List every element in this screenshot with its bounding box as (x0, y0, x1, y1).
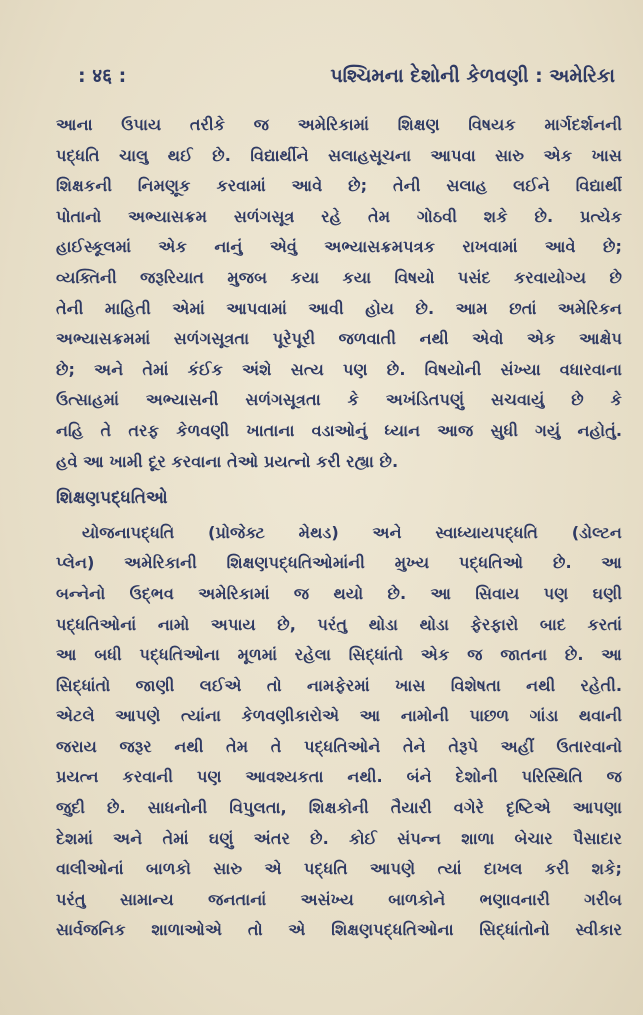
paragraph-2 (56, 518, 622, 946)
text-line: તેની માહિતી એમાં આપવામાં આવી હોય છે. આમ છતાં અમેરિકન (56, 298, 622, 318)
text-line: પરંતુ સામાન્ય જનતાનાં અસંખ્ય બાળકોને ભણાવનારી ગરીબ (56, 889, 622, 909)
text-line: વ્યક્તિની જરૂરિયાત મુજબ કયા કયા વિષયો પસંદ કરવાયોગ્ય છે (56, 267, 622, 287)
text-line: આ બધી પદ્ધતિઓના મૂળમાં રહેલા સિદ્ધાંતો એક જ જાતના છે. આ (56, 645, 622, 665)
page-header (78, 62, 615, 88)
text-line: પ્લેન) અમેરિકાની શિક્ષણપદ્ધતિઓમાંની મુખ્ય પદ્ધતિઓ છે. આ (56, 553, 622, 573)
text-line: જુદી છે. સાધનોની વિપુલતા, શિક્ષકોની તૈયારી વગેરે દૃષ્ટિએ આપણા (56, 798, 622, 818)
text-line: પદ્ધતિઓનાં નામો અપાય છે, પરંતુ થોડા થોડા ફેરફારો બાદ કરતાં (56, 614, 622, 634)
page-body (56, 110, 622, 946)
text-line: નહિ તે તરફ કેળવણી ખાતાના વડાઓનું ધ્યાન આજ સુધી ગયું નહોતું. (56, 420, 622, 440)
running-title: પશ્ચિમના દેશોની કેળવણી : અમેરિકા (330, 65, 615, 87)
text-line: આના ઉપાય તરીકે જ અમેરિકામાં શિક્ષણ વિષયક માર્ગદર્શનની (56, 115, 622, 134)
text-line: ઉત્સાહમાં અભ્યાસની સળંગસૂત્રતા કે અખંડિતપણું સચવાયું છે કે (56, 390, 622, 410)
text-line: એટલે આપણે ત્યાંના કેળવણીકારોએ આ નામોની પાછળ ગાંડા થવાની (56, 706, 622, 726)
text-line: યોજનાપદ્ધતિ (પ્રોજેક્ટ મેથડ) અને સ્વાધ્યાયપદ્ધતિ (ડોલ્ટન (82, 522, 622, 542)
text-line: છે; અને તેમાં કંઈક અંશે સત્ય પણ છે. વિષયોની સંખ્યા વધારવાના (56, 359, 622, 379)
text-line: અભ્યાસક્રમમાં સળંગસૂત્રતા પૂરેપૂરી જળવાતી નથી એવો એક આક્ષેપ (56, 329, 622, 349)
text-line: દેશમાં અને તેમાં ઘણું અંતર છે. કોઈ સંપન્ન શાળા બેચાર પૈસાદાર (56, 828, 622, 848)
text-line: સિદ્ધાંતો જાણી લઈએ તો નામફેરમાં ખાસ વિશેષતા નથી રહેતી. (56, 675, 622, 695)
section-heading: શિક્ષણપદ્ધતિઓ (56, 488, 168, 509)
text-line: બન્નેનો ઉદ્ભવ અમેરિકામાં જ થયો છે. આ સિવાય પણ ઘણી (56, 583, 622, 603)
text-line: હાઈસ્કૂલમાં એક નાનું એવું અભ્યાસક્રમપત્રક રાખવામાં આવે છે; (56, 237, 622, 257)
text-line: શિક્ષકની નિમણૂક કરવામાં આવે છે; તેની સલાહ લઈને વિદ્યાર્થી (56, 176, 622, 196)
paragraph-1 (56, 110, 622, 477)
text-line: વાલીઓનાં બાળકો સારુ એ પદ્ધતિ આપણે ત્યાં દાખલ કરી શકે; (56, 859, 622, 879)
text-line: સાર્વજનિક શાળાઓએ તો એ શિક્ષણપદ્ધતિઓના સિદ્ધાંતોનો સ્વીકાર (56, 920, 622, 940)
text-line: પદ્ધતિ ચાલુ થઈ છે. વિદ્યાર્થીને સલાહસૂચના આપવા સારુ એક ખાસ (56, 145, 622, 165)
text-line: જરાય જરૂર નથી તેમ તે પદ્ધતિઓને તેને તેરૂપે અહીં ઉતારવાનો (56, 736, 622, 756)
text-line: પોતાનો અભ્યાસક્રમ સળંગસૂત્ર રહે તેમ ગોઠવી શકે છે. પ્રત્યેક (56, 206, 622, 226)
page-number: : ४६ : (78, 65, 127, 87)
text-line: હવે આ ખામી દૂર કરવાના તેઓ પ્રયત્નો કરી રહ્યા છે. (56, 451, 399, 471)
text-line: પ્રયત્ન કરવાની પણ આવશ્યકતા નથી. બંને દેશોની પરિસ્થિતિ જ (56, 767, 622, 787)
